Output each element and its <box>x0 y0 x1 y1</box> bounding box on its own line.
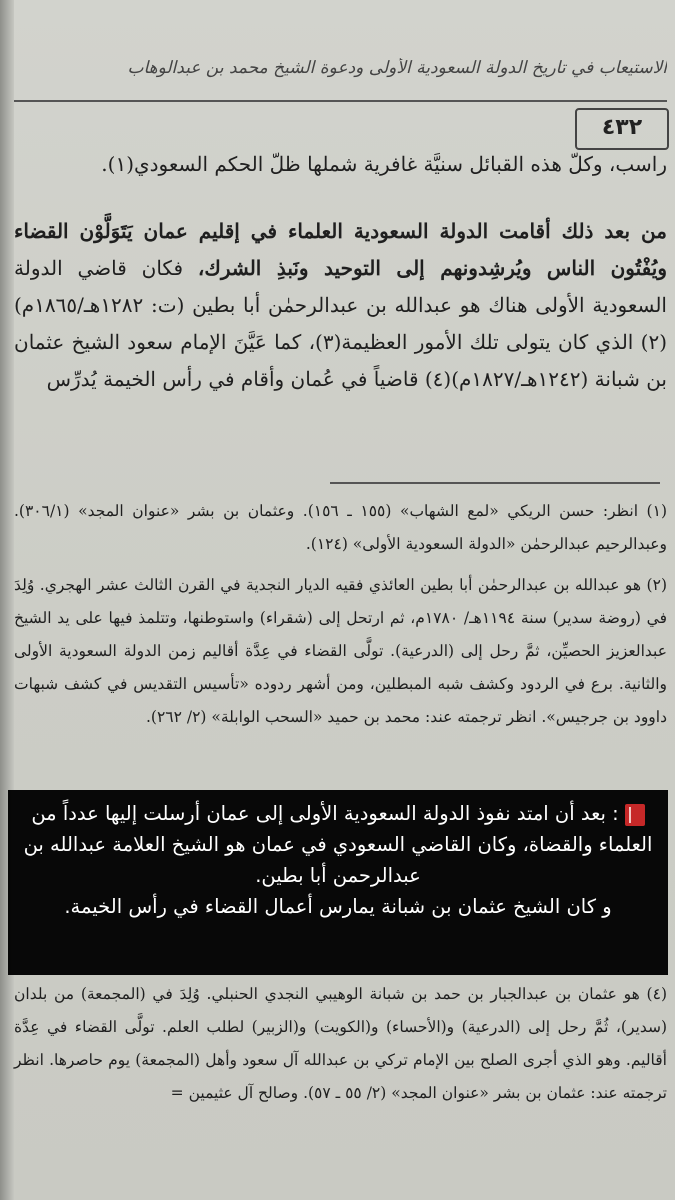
page-number: ٤٣٢ <box>575 108 669 150</box>
paragraph-2-bold: من بعد ذلك أقامت الدولة السعودية العلماء في إقليم عمان يَتَوَلَّوْن القضاء ويُفْتُون الناس ويُرشِدونهم إلى التوحيد ونَبذِ الشرك، <box>14 219 667 280</box>
footnotes <box>14 495 667 742</box>
overlay-line-1: : بعد أن امتد نفوذ الدولة السعودية الأولى إلى عمان أرسلت إليها عدداً من العلماء والقضاة، وكان القاضي السعودي في عمان هو الشيخ العلامة عبدالله بن عبدالرحمن أبا بطين. <box>23 802 653 887</box>
running-header: الاستيعاب في تاريخ الدولة السعودية الأولى ودعوة الشيخ محمد بن عبدالوهاب <box>127 58 667 78</box>
book-icon <box>625 804 645 826</box>
paragraph-1: راسب، وكلّ هذه القبائل سنيَّة غافرية شملها ظلّ الحكم السعودي(١). <box>101 152 667 176</box>
footnote-1: (١) انظر: حسن الريكي «لمع الشهاب» (١٥٥ ـ ١٥٦). وعثمان بن بشر «عنوان المجد» (٣٠٦/١). وعبدالرحيم عبدالرحمٰن «الدولة السعودية الأولى» (١٢٤). <box>14 502 667 553</box>
header-divider <box>14 100 667 102</box>
footnote-2: (٢) هو عبدالله بن عبدالرحمٰن أبا بطين العائذي فقيه الديار النجدية في القرن الثالث عشر الهجري. وُلِدَ في (روضة سدير) سنة ١١٩٤هـ/ ١٧٨٠م، ثم ارتحل إلى (شقراء) واستوطنها، وتتلمذ فيها على يد الشيخ عبدالعزيز الحصيِّن، ثمَّ رحل إلى (الدرعية). تولَّى القضاء في عِدَّة أقاليم زمن الدولة السعودية الأولى والثانية. برع في الردود وكشف شبه المبطلين، ومن أشهر ردوده «تأسيس التقديس في كشف شبهات داوود بن جرجيس». انظر ترجمته عند: محمد بن حميد «السحب الوابلة» (٢/ ٢٦٢). <box>14 576 667 726</box>
footnote-4-block <box>14 978 667 1110</box>
page-binding-shadow <box>0 0 14 1200</box>
footnote-divider <box>330 482 660 484</box>
paragraph-2 <box>14 213 667 398</box>
caption-overlay <box>8 790 668 975</box>
paragraph-2-rest: فكان قاضي الدولة السعودية الأولى هناك هو عبدالله بن عبدالرحمٰن أبا بطين (ت: ١٢٨٢هـ/١٨٦٥م)(٢) الذي كان يتولى تلك الأمور العظيمة(٣)، كما عَيَّنَ الإمام سعود الشيخ عثمان بن شبانة (١٢٤٢هـ/١٨٢٧م)(٤) قاضياً في عُمان وأقام في رأس الخيمة يُدرِّس <box>14 256 667 391</box>
overlay-line-2: و كان الشيخ عثمان بن شبانة يمارس أعمال القضاء في رأس الخيمة. <box>64 895 612 918</box>
footnote-4: (٤) هو عثمان بن عبدالجبار بن حمد بن شبانة الوهيبي النجدي الحنبلي. وُلِدَ في (المجمعة) من بلدان (سدير)، ثُمَّ رحل إلى (الدرعية) و(الأحساء) و(الكويت) و(الزبير) لطلب العلم. تولَّى القضاء في عِدَّة أقاليم. وهو الذي أجرى الصلح بين الإمام تركي بن عبدالله آل سعود وأهل (المجمعة) يوم حاصرها. انظر ترجمته عند: عثمان بن بشر «عنوان المجد» (٢/ ٥٥ ـ ٥٧). وصالح آل عثيمين = <box>14 985 667 1102</box>
main-body-text <box>14 146 667 398</box>
